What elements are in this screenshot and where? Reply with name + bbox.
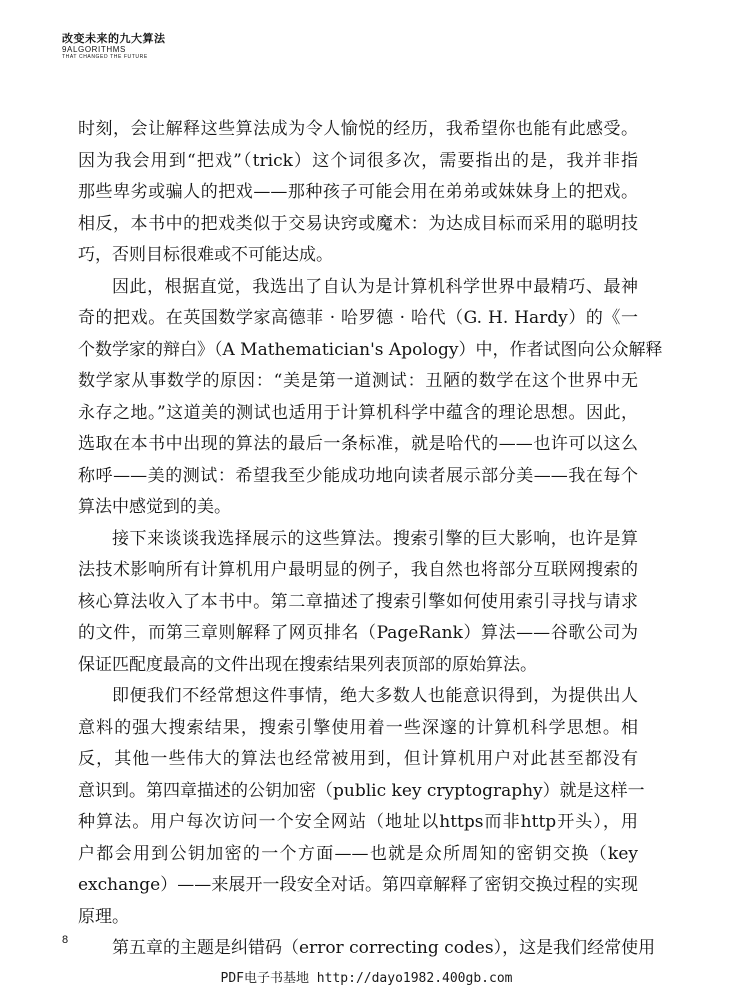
text-line: 第五章的主题是纠错码（error correcting codes），这是我们经常使用 — [112, 938, 656, 958]
text-line: 时刻，会让解释这些算法成为令人愉悦的经历，我希望你也能有此感受。 — [78, 119, 638, 139]
text-line: 因为我会用到“把戏”（trick）这个词很多次，需要指出的是，我并非指 — [78, 150, 638, 171]
book-title-english: 9ALGORITHMS — [62, 45, 126, 54]
text-line: 个数学家的辩白》（A Mathematician's Apology）中，作者试图向公众解释 — [78, 339, 663, 360]
text-line: 反，其他一些伟大的算法也经常被用到，但计算机用户对此甚至都没有 — [78, 749, 638, 769]
text-line: 称呼——美的测试：希望我至少能成功地向读者展示部分美——我在每个 — [78, 465, 638, 486]
body-text — [78, 114, 663, 965]
text-line: 因此，根据直觉，我选出了自认为是计算机科学世界中最精巧、最神 — [112, 276, 638, 297]
text-line: 永存之地。”这道美的测试也适用于计算机科学中蕴含的理论思想。因此， — [78, 402, 638, 423]
running-header — [62, 32, 362, 60]
text-line: 保证匹配度最高的文件出现在搜索结果列表顶部的原始算法。 — [78, 654, 537, 675]
footer-watermark: PDF电子书基地 http://dayo1982.400gb.com — [220, 971, 513, 986]
text-line: exchange）——来展开一段安全对话。第四章解释了密钥交换过程的实现 — [78, 875, 638, 895]
text-line: 相反，本书中的把戏类似于交易诀窍或魔术：为达成目标而采用的聪明技 — [78, 213, 638, 234]
text-line: 意料的强大搜索结果，搜索引擎使用着一些深邃的计算机科学思想。相 — [78, 717, 638, 738]
text-line: 算法中感觉到的美。 — [78, 497, 231, 517]
book-subtitle-english: THAT CHANGED THE FUTURE — [62, 54, 148, 60]
text-line: 接下来谈谈我选择展示的这些算法。搜索引擎的巨大影响，也许是算 — [112, 528, 638, 549]
text-line: 户都会用到公钥加密的一个方面——也就是众所周知的密钥交换（key — [78, 843, 638, 864]
text-line: 种算法。用户每次访问一个安全网站（地址以https而非http开头），用 — [78, 812, 638, 832]
text-line: 原理。 — [78, 906, 129, 927]
text-line: 数学家从事数学的原因：“美是第一道测试：丑陋的数学在这个世界中无 — [78, 371, 638, 391]
text-line: 法技术影响所有计算机用户最明显的例子，我自然也将部分互联网搜索的 — [78, 560, 638, 580]
text-line: 即便我们不经常想这件事情，绝大多数人也能意识得到，为提供出人 — [112, 686, 638, 706]
text-line: 的文件，而第三章则解释了网页排名（PageRank）算法——谷歌公司为 — [78, 623, 638, 643]
text-line: 那些卑劣或骗人的把戏——那种孩子可能会用在弟弟或妹妹身上的把戏。 — [78, 182, 638, 202]
text-line: 核心算法收入了本书中。第二章描述了搜索引擎如何使用索引寻找与请求 — [78, 591, 638, 612]
text-line: 奇的把戏。在英国数学家高德菲 · 哈罗德 · 哈代（G. H. Hardy）的《一 — [78, 308, 638, 328]
text-line: 选取在本书中出现的算法的最后一条标准，就是哈代的——也许可以这么 — [78, 434, 638, 454]
page-number: 8 — [62, 934, 69, 946]
text-line: 巧，否则目标很难或不可能达成。 — [78, 245, 333, 265]
book-title-chinese: 改变未来的九大算法 — [62, 32, 166, 45]
text-line: 意识到。第四章描述的公钥加密（public key cryptography）就是这样一 — [78, 780, 645, 801]
